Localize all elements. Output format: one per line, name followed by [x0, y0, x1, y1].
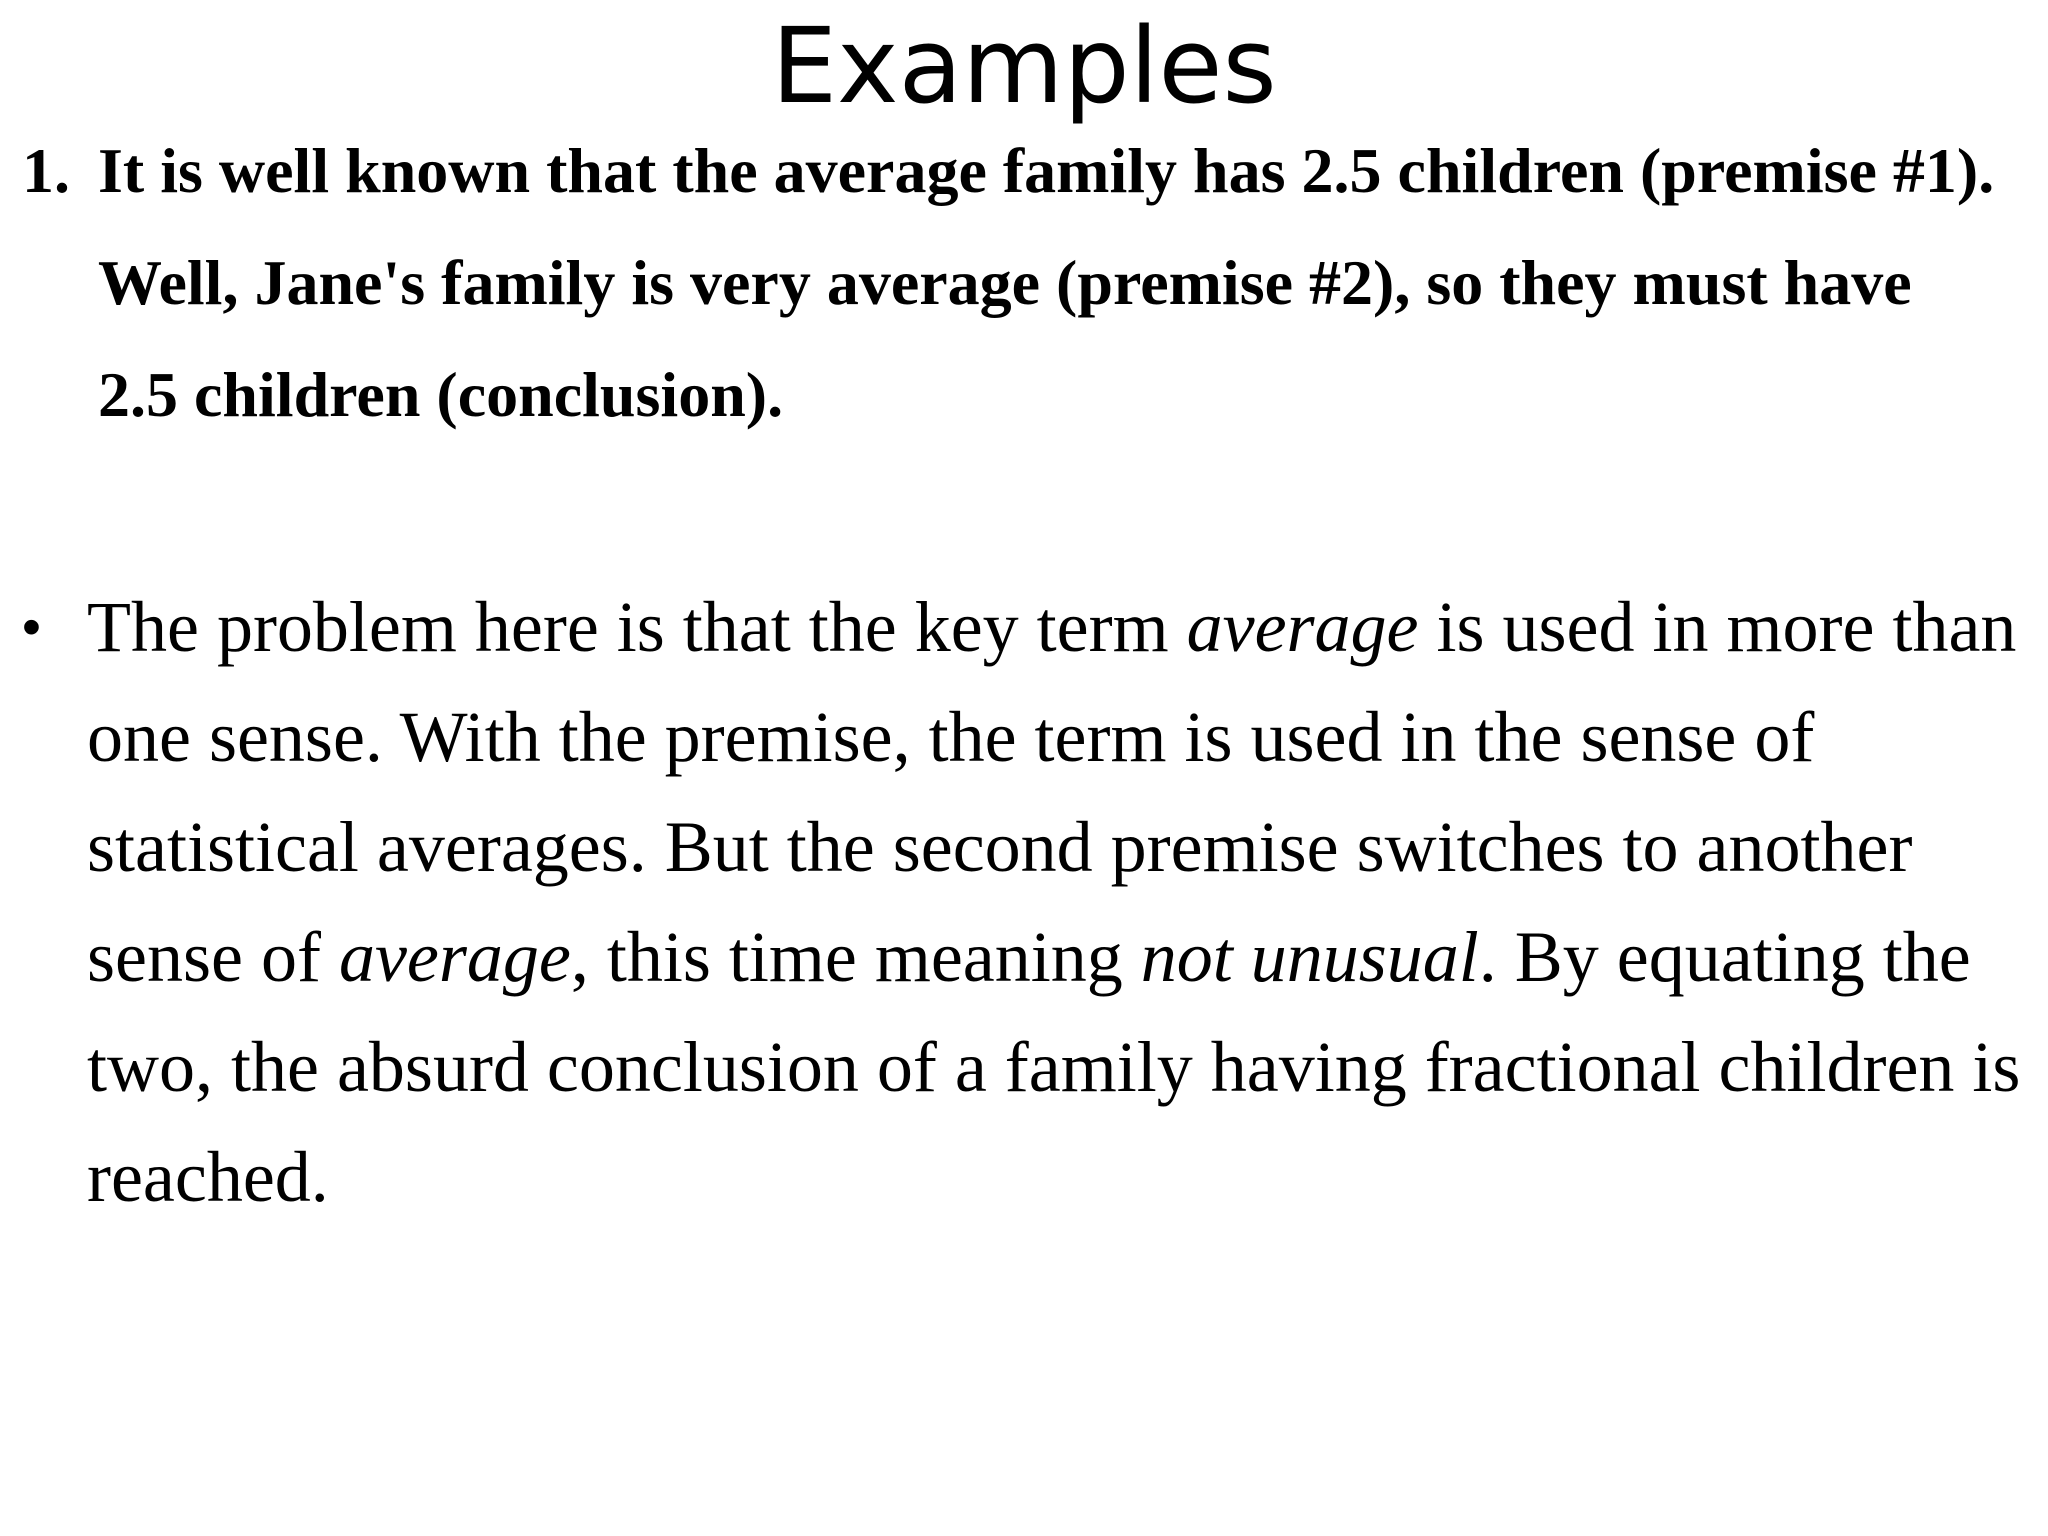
example-item-1 [22, 115, 2002, 451]
bullet-icon: • [22, 597, 41, 657]
explanation-part-2: is used in more than one sense. With the premise, the term is used in the sense of statistical averages. But the second premise switches to another sense of [87, 587, 2017, 997]
explanation-part-3: , this time meaning [570, 917, 1141, 997]
explanation-italic-not-unusual: not unusual [1140, 917, 1479, 997]
explanation-text [87, 572, 2022, 1232]
explanation-italic-average-1: average [1186, 587, 1419, 667]
example-text: It is well known that the average family has 2.5 children (premise #1). Well, Jane's family is very average (premise #2), so they must have 2.5 children (conclusion). [98, 135, 1995, 430]
explanation-italic-average-2: average [338, 917, 571, 997]
example-number: 1. [22, 135, 70, 206]
explanation-bullet [22, 572, 2022, 1232]
explanation-part-1: The problem here is that the key term [87, 587, 1187, 667]
explanation-part-4: . By equating the two, the absurd conclusion of a family having fractional children is reached. [87, 917, 2021, 1217]
slide-title: Examples [771, 5, 1277, 127]
